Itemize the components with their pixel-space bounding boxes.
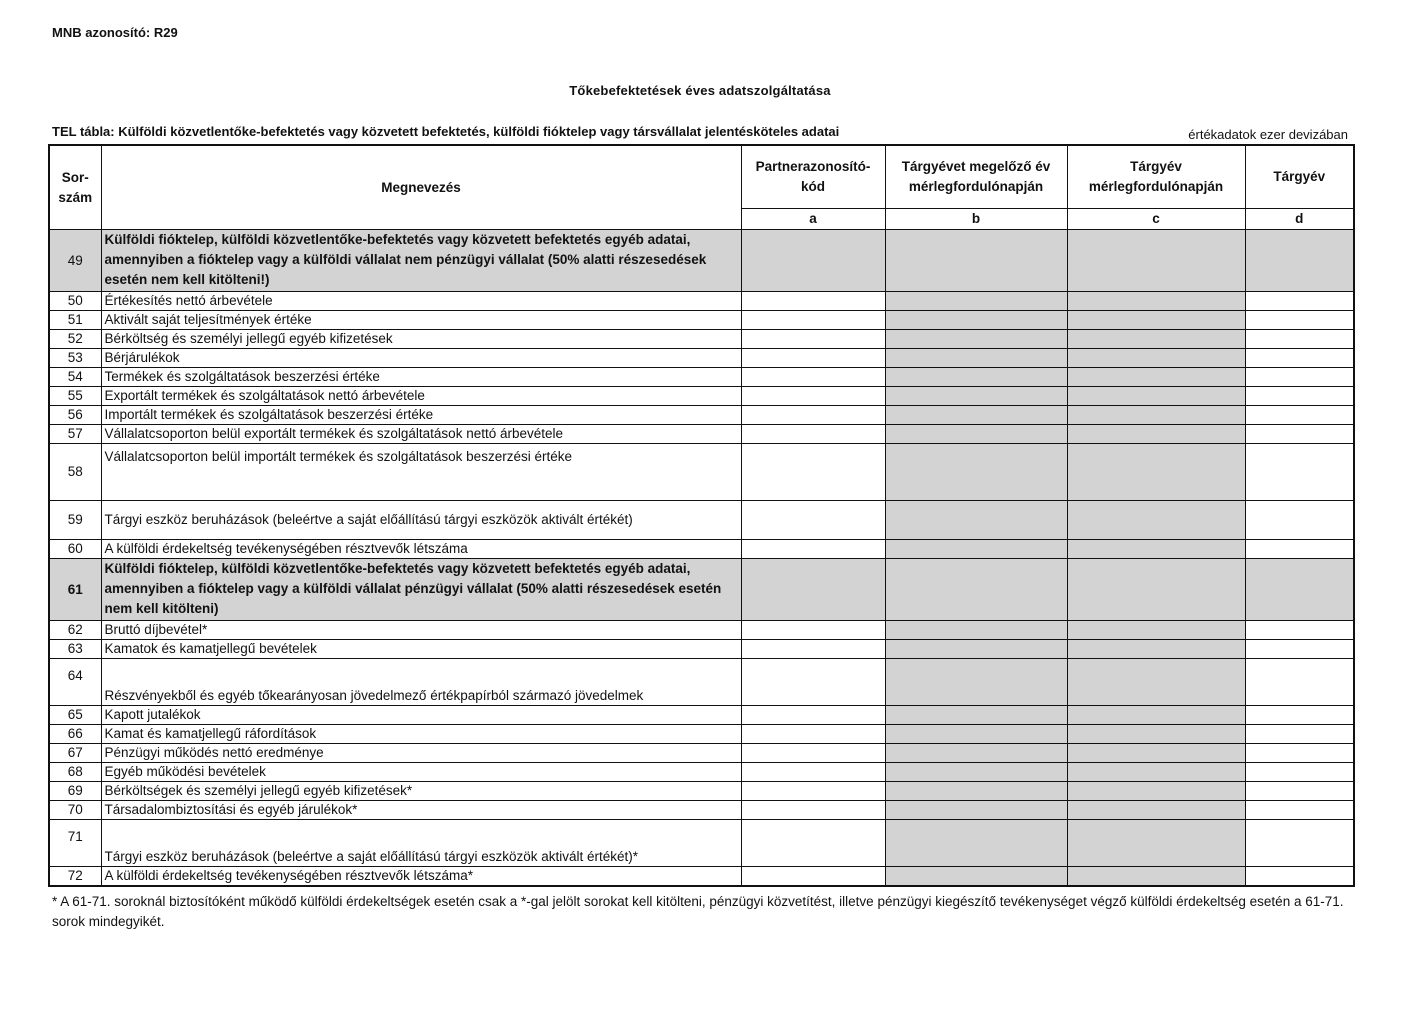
- cell-c: [1067, 330, 1245, 349]
- table-row: [49, 501, 1354, 540]
- table-row: [49, 540, 1354, 559]
- cell-c: [1067, 387, 1245, 406]
- row-label: Értékesítés nettó árbevétele: [101, 292, 741, 311]
- cell-c: [1067, 659, 1245, 706]
- col-header-sorszam: Sor- szám: [49, 145, 101, 230]
- cell-c: [1067, 621, 1245, 640]
- col-letter-d: d: [1245, 209, 1354, 230]
- cell-d[interactable]: [1245, 425, 1354, 444]
- table-row: [49, 867, 1354, 887]
- cell-a[interactable]: [741, 311, 885, 330]
- cell-a[interactable]: [741, 782, 885, 801]
- cell-b: [885, 763, 1067, 782]
- data-table: [48, 144, 1355, 887]
- row-label: Termékek és szolgáltatások beszerzési értéke: [101, 368, 741, 387]
- cell-b: [885, 706, 1067, 725]
- cell-d[interactable]: [1245, 820, 1354, 867]
- cell-b: [885, 559, 1067, 621]
- row-number: 72: [49, 867, 101, 887]
- cell-b: [885, 230, 1067, 292]
- cell-b: [885, 406, 1067, 425]
- cell-d[interactable]: [1245, 368, 1354, 387]
- cell-d[interactable]: [1245, 621, 1354, 640]
- cell-b: [885, 820, 1067, 867]
- row-number: 61: [49, 559, 101, 621]
- cell-c: [1067, 501, 1245, 540]
- cell-d[interactable]: [1245, 763, 1354, 782]
- cell-a[interactable]: [741, 640, 885, 659]
- cell-c: [1067, 292, 1245, 311]
- cell-c: [1067, 406, 1245, 425]
- cell-c: [1067, 801, 1245, 820]
- cell-d: [1245, 559, 1354, 621]
- row-label: Tárgyi eszköz beruházások (beleértve a saját előállítású tárgyi eszközök aktivált értékét): [101, 501, 741, 540]
- row-label: Aktivált saját teljesítmények értéke: [101, 311, 741, 330]
- row-label: Vállalatcsoporton belül exportált termékek és szolgáltatások nettó árbevétele: [101, 425, 741, 444]
- table-row: [49, 444, 1354, 501]
- table-row: [49, 368, 1354, 387]
- table-row: [49, 659, 1354, 706]
- table-title-text: tábla: Külföldi közvetlentőke-befektetés vagy közvetett befektetés, külföldi fióktelep vagy társvállalat jelentésköteles adatai: [76, 124, 840, 139]
- table-row: [49, 725, 1354, 744]
- cell-c: [1067, 368, 1245, 387]
- cell-d[interactable]: [1245, 349, 1354, 368]
- cell-d[interactable]: [1245, 801, 1354, 820]
- cell-c: [1067, 867, 1245, 887]
- cell-d[interactable]: [1245, 659, 1354, 706]
- row-label: Vállalatcsoporton belül importált termékek és szolgáltatások beszerzési értéke: [101, 444, 741, 501]
- row-number: 54: [49, 368, 101, 387]
- cell-b: [885, 540, 1067, 559]
- table-row: [49, 801, 1354, 820]
- col-letter-a: a: [741, 209, 885, 230]
- cell-d[interactable]: [1245, 444, 1354, 501]
- row-label: Importált termékek és szolgáltatások beszerzési értéke: [101, 406, 741, 425]
- row-number: 60: [49, 540, 101, 559]
- cell-c: [1067, 763, 1245, 782]
- unit-note: értékadatok ezer devizában: [1188, 127, 1348, 142]
- page-title: Tőkebefektetések éves adatszolgáltatása: [569, 83, 831, 98]
- cell-b: [885, 311, 1067, 330]
- cell-c: [1067, 559, 1245, 621]
- cell-d[interactable]: [1245, 387, 1354, 406]
- section-label: Külföldi fióktelep, külföldi közvetlentőke-befektetés vagy közvetett befektetés egyéb adatai, amennyiben a fióktelep vagy a külföldi vállalat nem pénzügyi vállalat (50% alatti részesedések esetén nem kell kitölteni!): [101, 230, 741, 292]
- row-number: 68: [49, 763, 101, 782]
- row-label: Pénzügyi működés nettó eredménye: [101, 744, 741, 763]
- table-row: [49, 425, 1354, 444]
- row-number: 71: [49, 820, 101, 867]
- mnb-label: MNB azonosító:: [52, 25, 151, 40]
- cell-b: [885, 368, 1067, 387]
- cell-a[interactable]: [741, 659, 885, 706]
- cell-a[interactable]: [741, 540, 885, 559]
- row-label: Exportált termékek és szolgáltatások nettó árbevétele: [101, 387, 741, 406]
- row-number: 49: [49, 230, 101, 292]
- table-row: [49, 744, 1354, 763]
- cell-c: [1067, 744, 1245, 763]
- row-number: 65: [49, 706, 101, 725]
- row-number: 58: [49, 444, 101, 501]
- cell-a[interactable]: [741, 725, 885, 744]
- table-row: [49, 330, 1354, 349]
- cell-c: [1067, 540, 1245, 559]
- cell-d[interactable]: [1245, 406, 1354, 425]
- footnote: * A 61-71. soroknál biztosítóként működő külföldi érdekeltségek esetén csak a *-gal jelölt sorokat kell kitölteni, pénzügyi közvetítést, illetve pénzügyi kiegészítő tevékenységet végző külföldi érdekeltség esetén a 61-71. sorok mindegyikét.: [52, 894, 1344, 929]
- mnb-code: R29: [153, 25, 178, 40]
- table-row: [49, 706, 1354, 725]
- cell-a[interactable]: [741, 387, 885, 406]
- col-letter-c: c: [1067, 209, 1245, 230]
- cell-c: [1067, 706, 1245, 725]
- row-label: Részvényekből és egyéb tőkearányosan jövedelmező értékpapírból származó jövedelmek: [101, 659, 741, 706]
- table-row: [49, 311, 1354, 330]
- col-header-b: Tárgyévet megelőző év mérlegfordulónapján: [885, 145, 1067, 209]
- cell-c: [1067, 230, 1245, 292]
- cell-b: [885, 744, 1067, 763]
- cell-c: [1067, 782, 1245, 801]
- cell-d: [1245, 230, 1354, 292]
- row-number: 63: [49, 640, 101, 659]
- cell-b: [885, 621, 1067, 640]
- row-number: 59: [49, 501, 101, 540]
- row-number: 57: [49, 425, 101, 444]
- cell-d[interactable]: [1245, 540, 1354, 559]
- row-number: 69: [49, 782, 101, 801]
- cell-b: [885, 444, 1067, 501]
- cell-a[interactable]: [741, 349, 885, 368]
- cell-b: [885, 387, 1067, 406]
- cell-b: [885, 425, 1067, 444]
- table-row: [49, 782, 1354, 801]
- row-label: Kapott jutalékok: [101, 706, 741, 725]
- row-label: A külföldi érdekeltség tevékenységében résztvevők létszáma*: [101, 867, 741, 887]
- cell-a[interactable]: [741, 444, 885, 501]
- row-label: Társadalombiztosítási és egyéb járulékok*: [101, 801, 741, 820]
- table-row: [49, 621, 1354, 640]
- table-row: [49, 406, 1354, 425]
- cell-b: [885, 801, 1067, 820]
- row-number: 70: [49, 801, 101, 820]
- row-number: 64: [49, 659, 101, 706]
- row-label: Bérköltség és személyi jellegű egyéb kifizetések: [101, 330, 741, 349]
- col-header-d: Tárgyév: [1245, 145, 1354, 209]
- cell-c: [1067, 425, 1245, 444]
- cell-a[interactable]: [741, 330, 885, 349]
- row-label: Bérköltségek és személyi jellegű egyéb kifizetések*: [101, 782, 741, 801]
- cell-d[interactable]: [1245, 867, 1354, 887]
- row-number: 50: [49, 292, 101, 311]
- row-label: A külföldi érdekeltség tevékenységében résztvevők létszáma: [101, 540, 741, 559]
- cell-b: [885, 725, 1067, 744]
- row-number: 56: [49, 406, 101, 425]
- table-row: [49, 387, 1354, 406]
- cell-a: [741, 230, 885, 292]
- row-number: 53: [49, 349, 101, 368]
- cell-c: [1067, 640, 1245, 659]
- table-row: [49, 763, 1354, 782]
- cell-d[interactable]: [1245, 782, 1354, 801]
- row-label: Bruttó díjbevétel*: [101, 621, 741, 640]
- cell-c: [1067, 820, 1245, 867]
- row-number: 62: [49, 621, 101, 640]
- col-header-c: Tárgyév mérlegfordulónapján: [1067, 145, 1245, 209]
- cell-b: [885, 782, 1067, 801]
- table-row: [49, 292, 1354, 311]
- cell-a[interactable]: [741, 706, 885, 725]
- cell-b: [885, 292, 1067, 311]
- col-header-a: Partnerazonosító- kód: [741, 145, 885, 209]
- cell-d[interactable]: [1245, 501, 1354, 540]
- cell-d[interactable]: [1245, 330, 1354, 349]
- section-row-49: [49, 230, 1354, 292]
- cell-b: [885, 330, 1067, 349]
- table-row: [49, 349, 1354, 368]
- row-number: 55: [49, 387, 101, 406]
- cell-c: [1067, 311, 1245, 330]
- cell-b: [885, 659, 1067, 706]
- cell-b: [885, 349, 1067, 368]
- cell-c: [1067, 444, 1245, 501]
- cell-a[interactable]: [741, 292, 885, 311]
- mnb-identifier: [52, 25, 178, 40]
- cell-d[interactable]: [1245, 744, 1354, 763]
- row-label: Bérjárulékok: [101, 349, 741, 368]
- cell-a[interactable]: [741, 406, 885, 425]
- row-label: Egyéb működési bevételek: [101, 763, 741, 782]
- cell-d[interactable]: [1245, 311, 1354, 330]
- cell-d[interactable]: [1245, 640, 1354, 659]
- row-number: 67: [49, 744, 101, 763]
- cell-d[interactable]: [1245, 725, 1354, 744]
- cell-a[interactable]: [741, 368, 885, 387]
- cell-a[interactable]: [741, 820, 885, 867]
- cell-b: [885, 867, 1067, 887]
- row-label: Kamatok és kamatjellegű bevételek: [101, 640, 741, 659]
- table-title-prefix: TEL: [52, 124, 77, 139]
- cell-a[interactable]: [741, 501, 885, 540]
- row-number: 52: [49, 330, 101, 349]
- section-row-61: [49, 559, 1354, 621]
- cell-a: [741, 559, 885, 621]
- col-header-megnevezes: Megnevezés: [101, 145, 741, 230]
- row-label: Tárgyi eszköz beruházások (beleértve a saját előállítású tárgyi eszközök aktivált értékét)*: [101, 820, 741, 867]
- cell-a[interactable]: [741, 867, 885, 887]
- cell-a[interactable]: [741, 621, 885, 640]
- table-row: [49, 640, 1354, 659]
- cell-d[interactable]: [1245, 706, 1354, 725]
- cell-d[interactable]: [1245, 292, 1354, 311]
- cell-b: [885, 501, 1067, 540]
- cell-a[interactable]: [741, 425, 885, 444]
- cell-a[interactable]: [741, 763, 885, 782]
- table-title: [52, 124, 839, 139]
- cell-b: [885, 640, 1067, 659]
- cell-a[interactable]: [741, 801, 885, 820]
- section-label: Külföldi fióktelep, külföldi közvetlentőke-befektetés vagy közvetett befektetés egyéb adatai, amennyiben a fióktelep vagy a külföldi vállalat pénzügyi vállalat (50% alatti részesedések esetén nem kell kitölteni): [101, 559, 741, 621]
- col-letter-b: b: [885, 209, 1067, 230]
- row-number: 51: [49, 311, 101, 330]
- cell-c: [1067, 725, 1245, 744]
- row-number: 66: [49, 725, 101, 744]
- cell-a[interactable]: [741, 744, 885, 763]
- cell-c: [1067, 349, 1245, 368]
- table-row: [49, 820, 1354, 867]
- row-label: Kamat és kamatjellegű ráfordítások: [101, 725, 741, 744]
- table-header-row: [49, 145, 1354, 209]
